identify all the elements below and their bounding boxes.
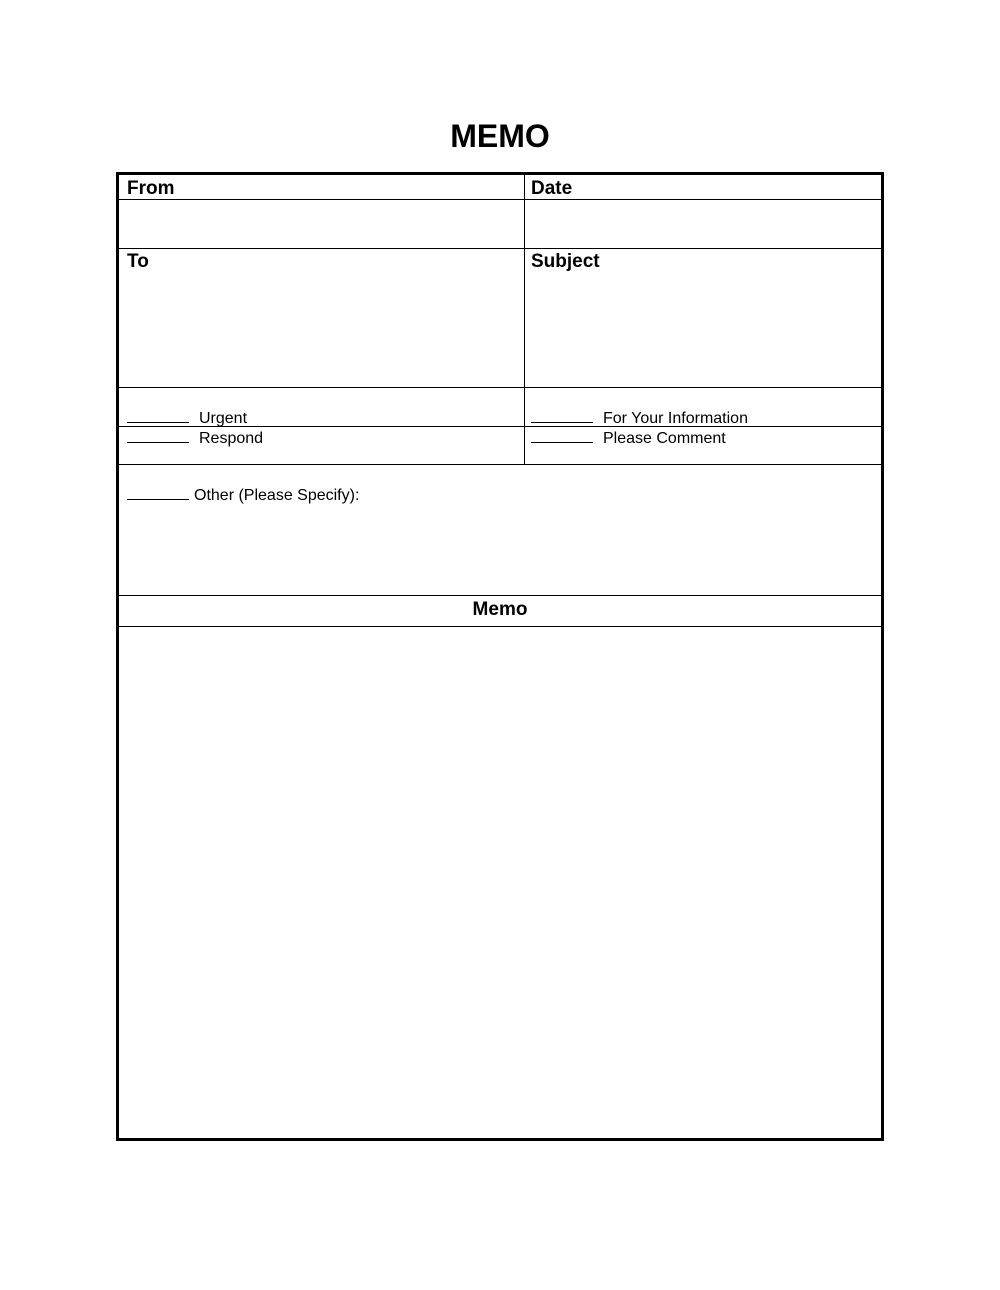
subject-label: Subject — [531, 251, 600, 272]
urgent-blank[interactable] — [127, 408, 189, 423]
divider — [119, 595, 881, 596]
please-comment-option[interactable] — [531, 428, 726, 449]
other-blank[interactable] — [127, 485, 189, 500]
from-label: From — [127, 178, 175, 199]
respond-blank[interactable] — [127, 428, 189, 443]
divider — [119, 387, 881, 388]
memo-form — [116, 172, 884, 1141]
subject-field[interactable] — [525, 275, 881, 387]
respond-option[interactable] — [127, 428, 263, 449]
please-comment-label: Please Comment — [603, 430, 726, 447]
urgent-option[interactable] — [127, 408, 247, 429]
urgent-label: Urgent — [199, 410, 248, 427]
to-field[interactable] — [119, 275, 524, 387]
fyi-blank[interactable] — [531, 408, 593, 423]
memo-heading: Memo — [472, 599, 528, 620]
other-label: Other (Please Specify): — [194, 487, 360, 504]
respond-label: Respond — [199, 430, 264, 447]
divider — [119, 248, 881, 249]
from-field[interactable] — [119, 200, 524, 248]
other-specify-field[interactable] — [119, 507, 881, 595]
other-option[interactable] — [127, 485, 359, 506]
date-label: Date — [531, 178, 573, 199]
fyi-option[interactable] — [531, 408, 748, 429]
date-field[interactable] — [525, 200, 881, 248]
fyi-label: For Your Information — [603, 410, 748, 427]
please-comment-blank[interactable] — [531, 428, 593, 443]
divider — [119, 464, 881, 465]
to-label: To — [127, 251, 149, 272]
memo-body-field[interactable] — [119, 627, 881, 1138]
page-title: MEMO — [450, 118, 550, 154]
